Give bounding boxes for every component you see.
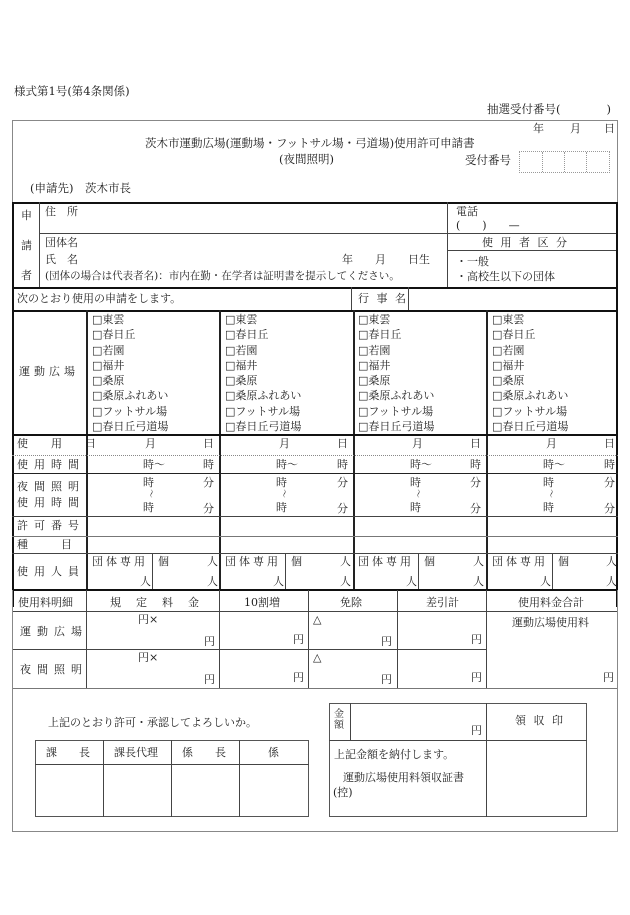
yen-unit: 円 [471, 671, 482, 684]
venue-label: 運動広場 [19, 365, 79, 378]
approval-col-subsection-chief: 係 長 [182, 746, 226, 759]
address-field[interactable] [100, 206, 440, 230]
birth-date-label: 年 月 日生 [342, 253, 430, 266]
individual-label: 個 [424, 555, 435, 568]
type-label: 種 目 [17, 538, 72, 551]
fee-header-subtotal: 差引計 [426, 596, 459, 609]
phone-field[interactable]: ( ) — [456, 219, 520, 232]
month-unit: 月 [412, 437, 423, 450]
venue-option[interactable]: □東雲 [92, 313, 125, 326]
date-day: 日 [604, 122, 615, 135]
person-unit: 人 [606, 555, 617, 568]
approval-col-staff: 係 [268, 746, 279, 759]
minute-unit: 分 [470, 476, 481, 489]
range-tilde: 〜 [545, 488, 556, 499]
event-name-field[interactable] [410, 289, 614, 309]
addressee: (申請先) 茨木市長 [30, 181, 131, 195]
copy-label: (控) [333, 786, 353, 799]
yen-unit: 円 [293, 633, 304, 646]
venue-option[interactable]: □福井 [92, 358, 125, 372]
group-name-label: 団体名 [45, 236, 78, 249]
fee-header-total: 使用料金合計 [518, 596, 584, 609]
yen-unit: 円 [204, 635, 215, 648]
venue-option[interactable]: □春日丘弓道場 [358, 420, 435, 434]
hour-unit: 時 [543, 501, 554, 514]
venue-option[interactable]: □東雲 [492, 313, 525, 326]
venue-option[interactable]: □桑原ふれあい [92, 389, 169, 403]
exemption-triangle: △ [313, 613, 322, 626]
minute-unit: 分 [203, 502, 214, 515]
form-title: 茨木市運動広場(運動場・フットサル場・弓道場)使用許可申請書 [145, 136, 475, 150]
person-unit: 人 [273, 575, 284, 588]
stamp-box-section-chief[interactable] [36, 765, 103, 816]
phone-label: 電話 [456, 205, 478, 218]
form-subtitle: (夜間照明) [279, 152, 334, 166]
venue-option[interactable]: □フットサル場 [358, 404, 434, 418]
fee-row-field: 運動広場 [20, 625, 88, 638]
hour-unit: 時 [410, 476, 421, 489]
venue-option[interactable]: □春日丘 [92, 328, 136, 342]
minute-unit: 分 [604, 502, 615, 515]
paid-text: 上記金額を納付します。 [334, 748, 455, 761]
reception-number-field[interactable] [519, 151, 610, 173]
person-unit: 人 [473, 555, 484, 568]
day-unit: 日 [470, 437, 481, 450]
receipt-seal-label: 領 収 印 [515, 714, 565, 727]
venue-option[interactable]: □若園 [92, 343, 125, 357]
fee-header-surcharge: 10割増 [244, 596, 280, 609]
hour-unit: 時 [410, 501, 421, 514]
venue-option[interactable]: □東雲 [225, 313, 258, 326]
hour-unit: 時 [604, 458, 615, 471]
venue-option[interactable]: □桑原ふれあい [358, 389, 435, 403]
venue-option[interactable]: □桑原 [225, 374, 258, 388]
fee-header-standard: 規 定 料 金 [110, 596, 201, 609]
venue-option[interactable]: □福井 [225, 358, 258, 372]
hour-from-unit: 時〜 [143, 458, 165, 471]
person-unit: 人 [606, 575, 617, 588]
fee-header-detail: 使用料明細 [18, 596, 73, 609]
person-unit: 人 [207, 555, 218, 568]
venue-option[interactable]: □春日丘弓道場 [225, 420, 302, 434]
permit-number-label: 許可番号 [17, 519, 85, 532]
hour-unit: 時 [276, 476, 287, 489]
night-time-label: 使用時間 [17, 496, 85, 509]
approval-question: 上記のとおり許可・承認してよろしいか。 [48, 716, 257, 729]
fee-row-lighting: 夜間照明 [20, 663, 88, 676]
date-year: 年 [533, 122, 544, 135]
range-tilde: 〜 [412, 488, 423, 499]
person-unit: 人 [140, 575, 151, 588]
venue-option[interactable]: □フットサル場 [92, 404, 168, 418]
venue-option[interactable]: □春日丘 [225, 328, 269, 342]
person-unit: 人 [406, 575, 417, 588]
venue-option[interactable]: □若園 [492, 343, 525, 357]
group-use-label: 団体専用 [92, 555, 148, 568]
category-student-group[interactable]: ・高校生以下の団体 [456, 270, 555, 283]
venue-option[interactable]: □福井 [358, 358, 391, 372]
month-unit: 月 [279, 437, 290, 450]
request-text: 次のとおり使用の申請をします。 [17, 292, 182, 305]
amount-yen: 円 [471, 724, 482, 737]
venue-option[interactable]: □春日丘 [492, 328, 536, 342]
name-label: 氏 名 [45, 253, 78, 266]
minute-unit: 分 [203, 476, 214, 489]
yen-times: 円× [138, 613, 159, 626]
applicant-side-1: 申 [21, 209, 32, 222]
yen-unit: 円 [293, 671, 304, 684]
individual-label: 個 [558, 555, 569, 568]
certificate-title: 運動広場使用料領収証書 [343, 771, 464, 784]
yen-unit: 円 [603, 671, 614, 684]
person-unit: 人 [473, 575, 484, 588]
group-use-label: 団体専用 [492, 555, 548, 568]
person-unit: 人 [540, 575, 551, 588]
yen-unit: 円 [381, 635, 392, 648]
event-name-label: 行 事 名 [358, 292, 408, 305]
lottery-number: 抽選受付番号( ) [487, 102, 611, 116]
venue-option[interactable]: □フットサル場 [225, 404, 301, 418]
yen-times: 円× [138, 651, 159, 664]
day-unit: 日 [604, 437, 615, 450]
venue-option[interactable]: □春日丘弓道場 [492, 420, 569, 434]
yen-unit: 円 [471, 633, 482, 646]
stamp-box-subsection-chief[interactable] [172, 765, 239, 816]
venue-option[interactable]: □桑原ふれあい [492, 389, 569, 403]
person-unit: 人 [340, 555, 351, 568]
hour-from-unit: 時〜 [543, 458, 565, 471]
applicant-side-3: 者 [21, 269, 32, 282]
form-number: 様式第1号(第4条関係) [14, 84, 130, 98]
hour-unit: 時 [203, 458, 214, 471]
venue-list-4 [492, 312, 568, 434]
venue-list-2 [225, 312, 301, 434]
persons-label: 使用人員 [17, 565, 85, 578]
use-date-label: 使 用 日 [17, 437, 102, 450]
address-label: 住 所 [45, 205, 78, 218]
day-unit: 日 [337, 437, 348, 450]
month-unit: 月 [546, 437, 557, 450]
day-unit: 日 [203, 437, 214, 450]
venue-option[interactable]: □フットサル場 [492, 404, 568, 418]
individual-label: 個 [158, 555, 169, 568]
minute-unit: 分 [337, 502, 348, 515]
exemption-triangle: △ [313, 651, 322, 664]
use-time-label: 使用時間 [17, 458, 85, 471]
venue-option[interactable]: □若園 [358, 343, 391, 357]
month-unit: 月 [145, 437, 156, 450]
fee-header-exemption: 免除 [340, 596, 362, 609]
hour-unit: 時 [543, 476, 554, 489]
range-tilde: 〜 [145, 488, 156, 499]
individual-label: 個 [291, 555, 302, 568]
venue-option[interactable]: □東雲 [358, 313, 391, 326]
hour-unit: 時 [143, 501, 154, 514]
amount-field[interactable] [352, 705, 462, 737]
approval-col-deputy-chief: 課長代理 [114, 746, 158, 759]
minute-unit: 分 [337, 476, 348, 489]
approval-col-section-chief: 課 長 [46, 746, 90, 759]
hour-from-unit: 時〜 [410, 458, 432, 471]
venue-option[interactable]: □桑原ふれあい [225, 389, 302, 403]
representative-note: (団体の場合は代表者名)：市内在勤・在学者は証明書を提示してください。 [45, 270, 400, 282]
user-category-label: 使 用 者 区 分 [482, 236, 569, 249]
venue-option[interactable]: □桑原 [358, 374, 391, 388]
venue-list-3 [358, 312, 434, 434]
hour-from-unit: 時〜 [276, 458, 298, 471]
minute-unit: 分 [604, 476, 615, 489]
venue-list-1 [92, 312, 168, 434]
minute-unit: 分 [470, 502, 481, 515]
venue-option[interactable]: □桑原 [92, 374, 125, 388]
hour-unit: 時 [143, 476, 154, 489]
person-unit: 人 [207, 575, 218, 588]
night-light-label: 夜間照明 [17, 480, 85, 493]
yen-unit: 円 [381, 673, 392, 686]
total-field-fee-label: 運動広場使用料 [512, 616, 589, 629]
venue-option[interactable]: □若園 [225, 343, 258, 357]
venue-option[interactable]: □福井 [492, 358, 525, 372]
venue-option[interactable]: □桑原 [492, 374, 525, 388]
stamp-box-deputy-chief[interactable] [104, 765, 171, 816]
date-month: 月 [570, 122, 581, 135]
hour-unit: 時 [276, 501, 287, 514]
venue-option[interactable]: □春日丘 [358, 328, 402, 342]
stamp-box-staff[interactable] [240, 765, 308, 816]
yen-unit: 円 [204, 673, 215, 686]
amount-label: 金額 [334, 709, 344, 731]
group-use-label: 団体専用 [225, 555, 281, 568]
venue-option[interactable]: □春日丘弓道場 [92, 420, 169, 434]
hour-unit: 時 [470, 458, 481, 471]
applicant-side-2: 請 [21, 239, 32, 252]
person-unit: 人 [340, 575, 351, 588]
hour-unit: 時 [337, 458, 348, 471]
reception-number-label: 受付番号 [465, 153, 511, 167]
group-use-label: 団体専用 [358, 555, 414, 568]
category-general[interactable]: ・一般 [456, 255, 489, 268]
range-tilde: 〜 [278, 488, 289, 499]
